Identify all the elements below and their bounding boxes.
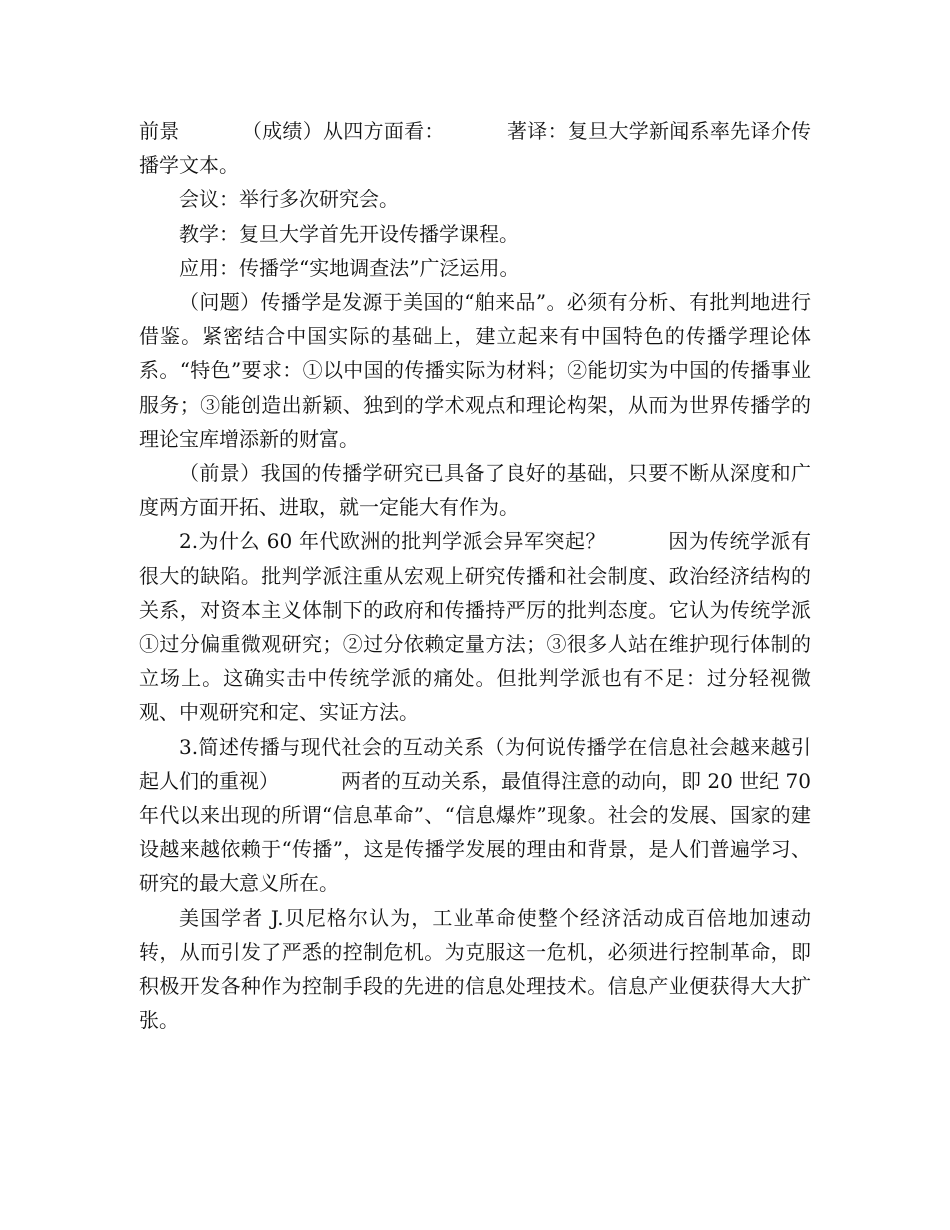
paragraph-beniger: 美国学者 J.贝尼格尔认为，工业革命使整个经济活动成百倍地加速动转，从而引发了严悉的控制危机。为克服这一危机，必须进行控制革命，即积极开发各种作为控制手段的先进的信息处理技术。信息产业便获得大大扩张。 bbox=[139, 905, 811, 1033]
text-translation: 著译：复旦大学新闻系率先译介传播学文本。 bbox=[139, 119, 812, 178]
paragraph-conferences: 会议：举行多次研究会。 bbox=[179, 187, 399, 212]
paragraph-prospects-summary bbox=[139, 114, 811, 182]
text-prospects: 前景 bbox=[139, 119, 180, 143]
paragraph-application: 应用：传播学“实地调查法”广泛运用。 bbox=[179, 255, 520, 280]
document-body bbox=[139, 114, 811, 1037]
paragraph-outlook: （前景）我国的传播学研究已具备了良好的基础，只要不断从深度和广度两方面开拓、进取，就一定能大有作为。 bbox=[139, 461, 811, 520]
paragraph-question-2 bbox=[139, 524, 811, 729]
paragraph-question-3 bbox=[139, 730, 811, 901]
answer-3-text: 两者的互动关系，最值得注意的动向，即 20 世纪 70 年代以来出现的所谓“信息革命”、“信息爆炸”现象。社会的发展、国家的建设越来越依赖于“传播”，这是传播学发展的理由和背景，是人们普遍学习、研究的最大意义所在。 bbox=[139, 768, 811, 896]
question-2-text: 2.为什么 60 年代欧洲的批判学派会异军突起？ bbox=[179, 529, 606, 554]
answer-2-text: 因为传统学派有很大的缺陷。批判学派注重从宏观上研究传播和社会制度、政治经济结构的关系，对资本主义体制下的政府和传播持严厉的批判态度。它认为传统学派①过分偏重微观研究；②过分依赖定量方法；③很多人站在维护现行体制的立场上。这确实击中传统学派的痛处。但批判学派也有不足：过分轻视微观、中观研究和定、实证方法。 bbox=[139, 529, 811, 725]
paragraph-problems: （问题）传播学是发源于美国的“舶来品”。必须有分析、有批判地进行借鉴。紧密结合中国实际的基础上，建立起来有中国特色的传播学理论体系。“特色”要求：①以中国的传播实际为材料；②能切实为中国的传播事业服务；③能创造出新颖、独到的学术观点和理论构架，从而为世界传播学的理论宝库增添新的财富。 bbox=[139, 290, 811, 451]
question-3-text: 3.简述传播与现代社会的互动关系（为何说传播学在信息社会越来越引起人们的重视） bbox=[139, 734, 811, 793]
paragraph-teaching: 教学：复旦大学首先开设传播学课程。 bbox=[179, 221, 519, 246]
text-achievements-heading: （成绩）从四方面看： bbox=[241, 119, 445, 143]
